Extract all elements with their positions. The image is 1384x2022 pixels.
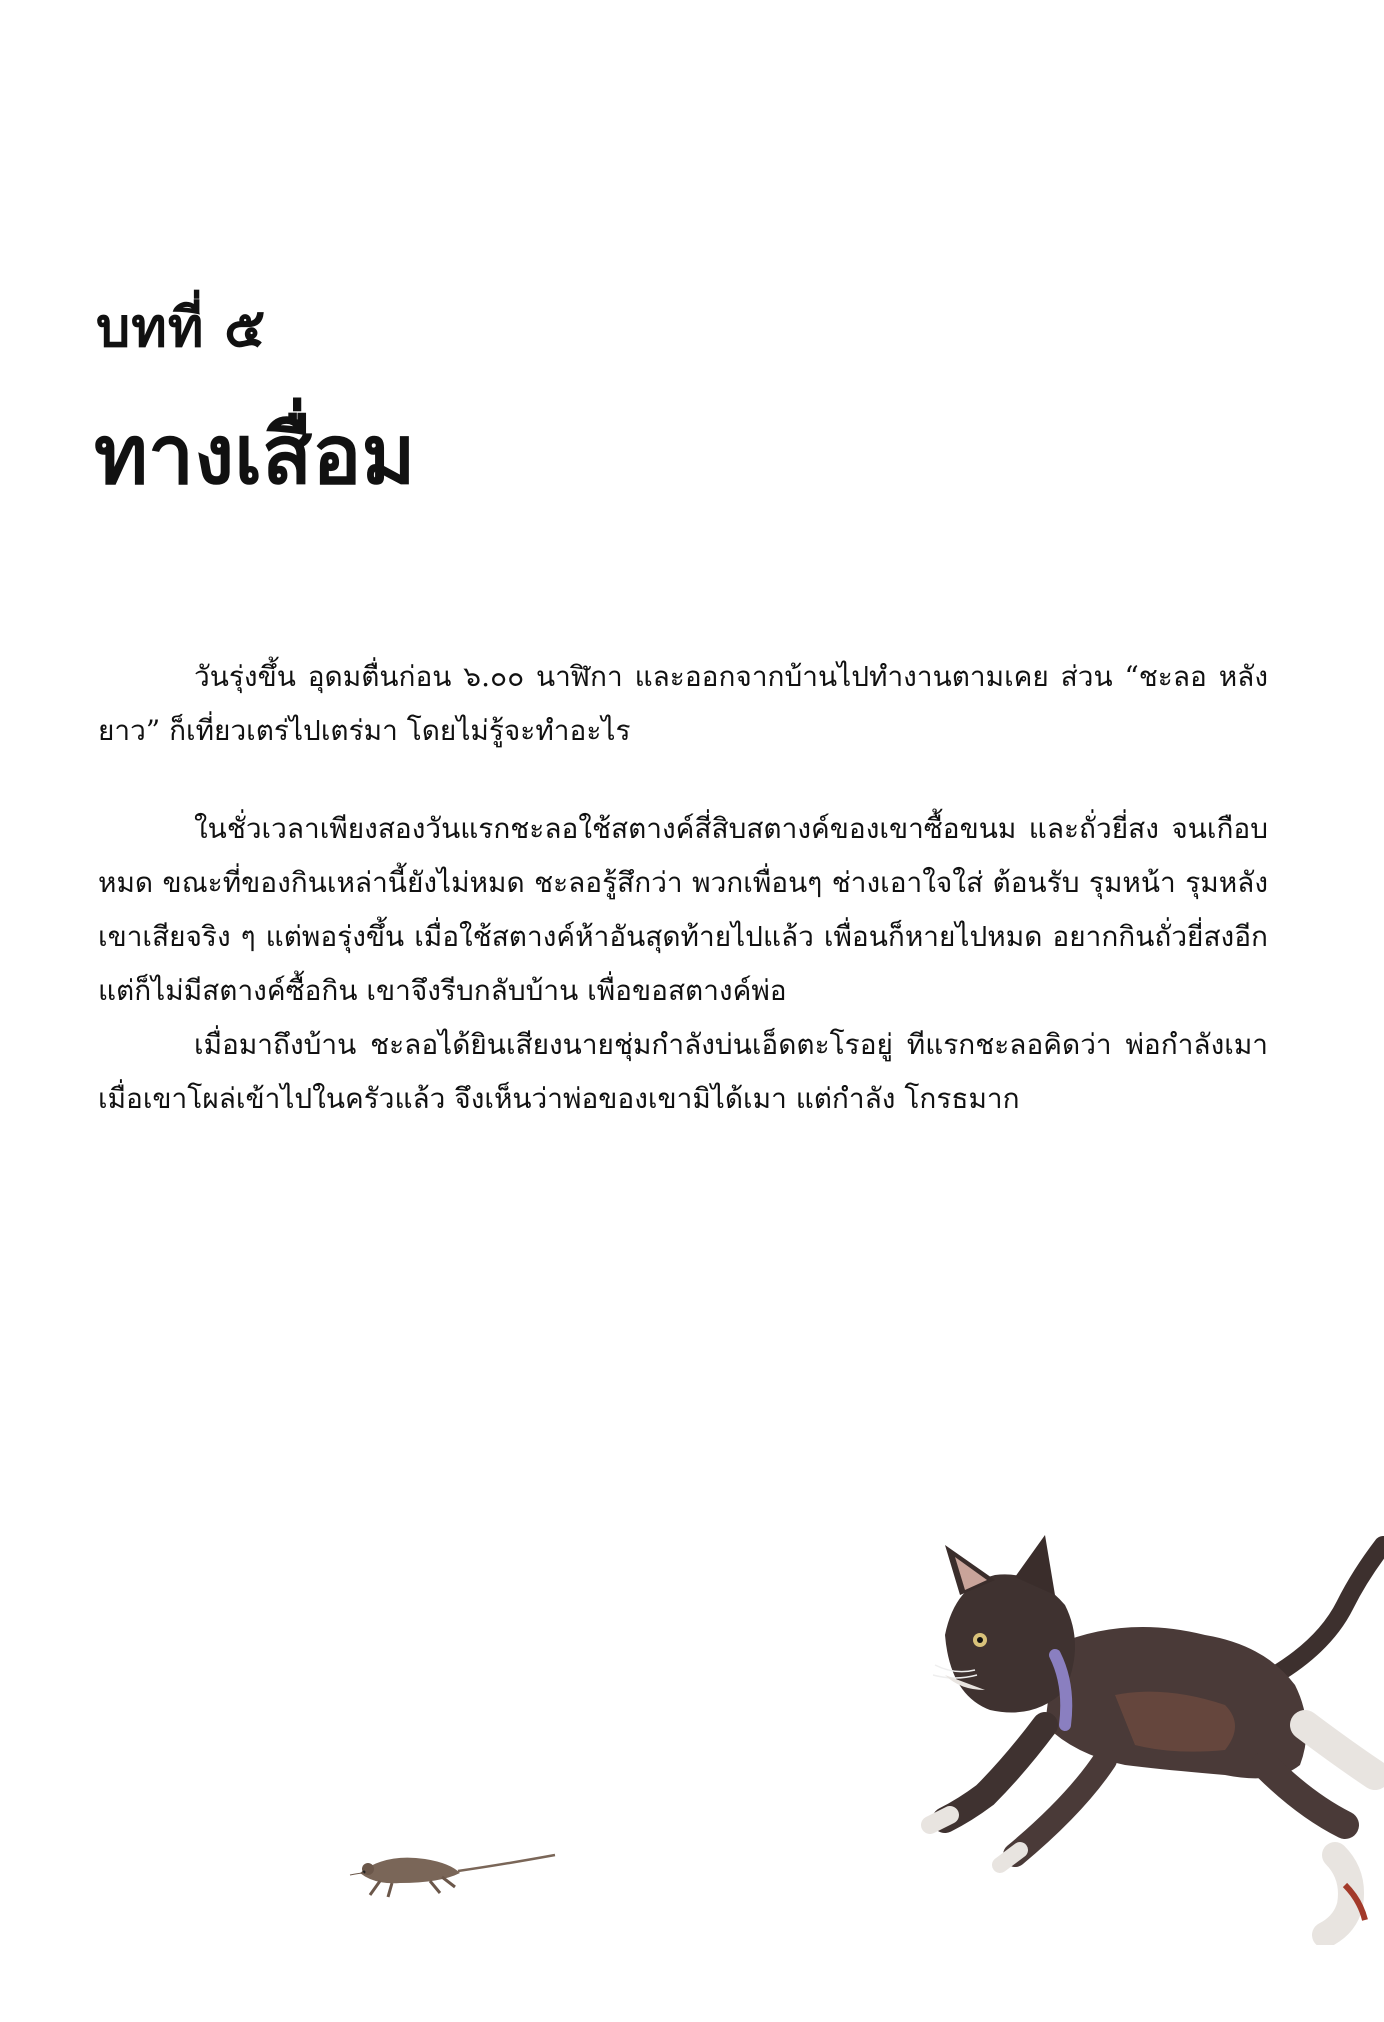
paragraph-1: วันรุ่งขึ้น อุดมตื่นก่อน ๖.๐๐ นาฬิกา และออกจากบ้านไปทำงานตามเคย ส่วน “ชะลอ หลังยาว” ก็เที่ยวเตร่ไปเตร่มา โดยไม่รู้จะทำอะไร — [98, 660, 1268, 747]
paragraph-2: ในชั่วเวลาเพียงสองวันแรกชะลอใช้สตางค์สี่สิบสตางค์ของเขาซื้อขนม และถั่วยี่สง จนเกือบหมด ขณะที่ของกินเหล่านี้ยังไม่หมด ชะลอรู้สึกว่า พวกเพื่อนๆ ช่างเอาใจใส่ ต้อนรับ รุมหน้า รุมหลังเขาเสียจริง ๆ แต่พอรุ่งขึ้น เมื่อใช้สตางค์ห้าอันสุดท้ายไปแล้ว เพื่อนก็หายไปหมด อยากกินถั่วยี่สงอีก แต่ก็ไม่มีสตางค์ซื้อกิน เขาจึงรีบกลับบ้าน เพื่อขอสตางค์พ่อ — [98, 812, 1268, 1007]
cat-illustration — [905, 1525, 1384, 1945]
chapter-body — [98, 650, 1268, 1126]
chapter-number: บทที่ ๕ — [96, 296, 267, 359]
paragraph-3: เมื่อมาถึงบ้าน ชะลอได้ยินเสียงนายชุ่มกำลังบ่นเอ็ดตะโรอยู่ ทีแรกชะลอคิดว่า พ่อกำลังเมา เมื่อเขาโผล่เข้าไปในครัวแล้ว จึงเห็นว่าพ่อของเขามิได้เมา แต่กำลัง โกรธมาก — [98, 1028, 1268, 1115]
chapter-title: ทางเสื่อม — [94, 407, 416, 503]
mouse-illustration — [330, 1825, 560, 1905]
